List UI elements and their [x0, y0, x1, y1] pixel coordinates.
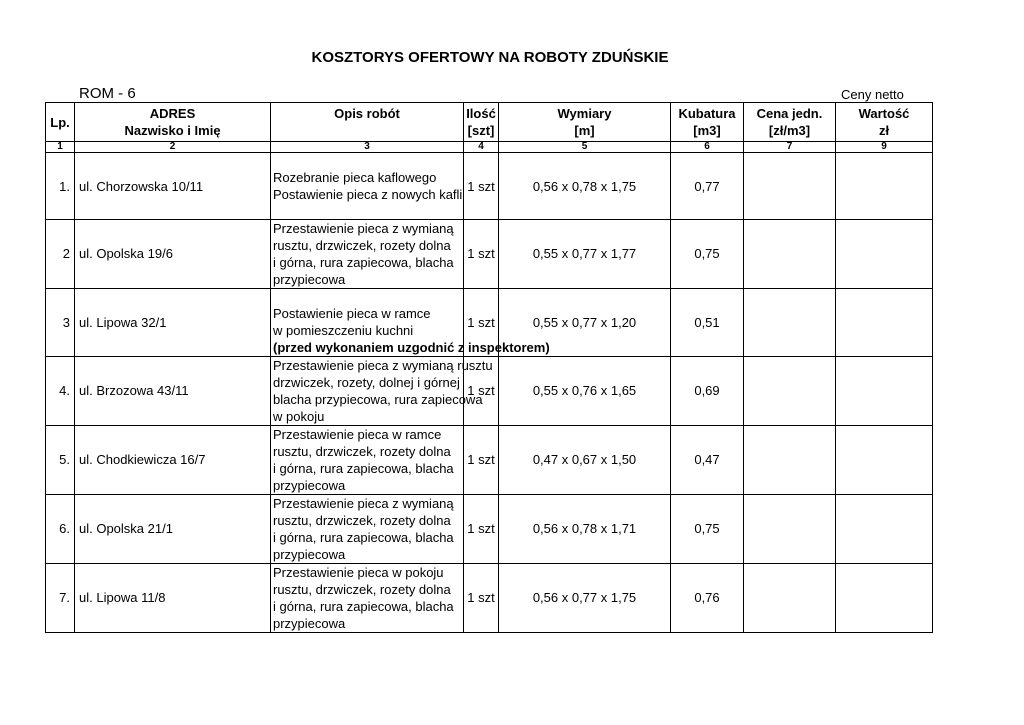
row-value	[836, 357, 933, 426]
row-value	[836, 564, 933, 633]
header-quantity: Ilość [szt]	[464, 103, 499, 142]
column-number-row	[46, 142, 933, 153]
row-volume: 0,51	[671, 289, 744, 357]
row-lp: 1.	[46, 153, 75, 220]
header-unit-price: Cena jedn. [zł/m3]	[744, 103, 836, 142]
row-unit-price	[744, 426, 836, 495]
row-quantity: 1 szt	[464, 357, 499, 426]
row-unit-price	[744, 220, 836, 289]
row-unit-price	[744, 564, 836, 633]
row-volume: 0,47	[671, 426, 744, 495]
row-dimensions: 0,56 x 0,78 x 1,75	[499, 153, 671, 220]
table-row	[46, 357, 933, 426]
header-value: Wartość zł	[836, 103, 933, 142]
row-unit-price	[744, 357, 836, 426]
row-dimensions: 0,56 x 0,77 x 1,75	[499, 564, 671, 633]
table-row	[46, 426, 933, 495]
row-lp: 2	[46, 220, 75, 289]
row-address: ul. Opolska 19/6	[75, 220, 271, 289]
row-dimensions: 0,56 x 0,78 x 1,71	[499, 495, 671, 564]
row-dimensions: 0,47 x 0,67 x 1,50	[499, 426, 671, 495]
row-value	[836, 426, 933, 495]
row-quantity: 1 szt	[464, 220, 499, 289]
row-address: ul. Lipowa 11/8	[75, 564, 271, 633]
column-number: 4	[464, 142, 499, 153]
row-lp: 3	[46, 289, 75, 357]
column-number: 9	[836, 142, 933, 153]
row-lp: 7.	[46, 564, 75, 633]
table-row	[46, 153, 933, 220]
document-title: KOSZTORYS OFERTOWY NA ROBOTY ZDUŃSKIE	[311, 49, 669, 66]
row-value	[836, 289, 933, 357]
row-description: Przestawienie pieca w ramce rusztu, drzwiczek, rozety dolna i górna, rura zapiecowa, blacha przypiecowa	[271, 426, 464, 495]
row-unit-price	[744, 289, 836, 357]
row-lp: 5.	[46, 426, 75, 495]
sheet-id: ROM - 6	[79, 85, 136, 102]
row-description: Postawienie pieca w ramce w pomieszczeniu kuchni (przed wykonaniem uzgodnić z inspektorem)	[271, 289, 464, 357]
header-row	[46, 103, 933, 142]
row-description: Przestawienie pieca z wymianą rusztu drzwiczek, rozety, dolnej i górnej blacha przypiecowa, rura zapiecowa w pokoju	[271, 357, 464, 426]
row-lp: 6.	[46, 495, 75, 564]
price-note: Ceny netto	[841, 87, 904, 102]
row-dimensions: 0,55 x 0,77 x 1,20	[499, 289, 671, 357]
row-quantity: 1 szt	[464, 495, 499, 564]
row-volume: 0,69	[671, 357, 744, 426]
row-description: Przestawienie pieca z wymianą rusztu, drzwiczek, rozety dolna i górna, rura zapiecowa, blacha przypiecowa	[271, 220, 464, 289]
row-quantity: 1 szt	[464, 289, 499, 357]
header-description: Opis robót	[271, 103, 464, 142]
row-value	[836, 495, 933, 564]
row-description: Przestawienie pieca z wymianą rusztu, drzwiczek, rozety dolna i górna, rura zapiecowa, blacha przypiecowa	[271, 495, 464, 564]
row-unit-price	[744, 153, 836, 220]
column-number: 2	[75, 142, 271, 153]
row-lp: 4.	[46, 357, 75, 426]
row-dimensions: 0,55 x 0,77 x 1,77	[499, 220, 671, 289]
column-number: 1	[46, 142, 75, 153]
row-address: ul. Opolska 21/1	[75, 495, 271, 564]
row-value	[836, 153, 933, 220]
row-volume: 0,75	[671, 495, 744, 564]
table-row	[46, 220, 933, 289]
cost-estimate-table	[45, 102, 933, 633]
row-description: Przestawienie pieca w pokoju rusztu, drzwiczek, rozety dolna i górna, rura zapiecowa, blacha przypiecowa	[271, 564, 464, 633]
column-number: 5	[499, 142, 671, 153]
table-row	[46, 495, 933, 564]
table-row	[46, 564, 933, 633]
row-value	[836, 220, 933, 289]
row-volume: 0,75	[671, 220, 744, 289]
row-dimensions: 0,55 x 0,76 x 1,65	[499, 357, 671, 426]
row-address: ul. Chodkiewicza 16/7	[75, 426, 271, 495]
row-volume: 0,77	[671, 153, 744, 220]
column-number: 6	[671, 142, 744, 153]
column-number: 3	[271, 142, 464, 153]
header-address: ADRES Nazwisko i Imię	[75, 103, 271, 142]
row-quantity: 1 szt	[464, 564, 499, 633]
row-address: ul. Brzozowa 43/11	[75, 357, 271, 426]
row-description: Rozebranie pieca kaflowego Postawienie pieca z nowych kafli	[271, 153, 464, 220]
row-unit-price	[744, 495, 836, 564]
row-address: ul. Chorzowska 10/11	[75, 153, 271, 220]
header-lp: Lp.	[46, 103, 75, 142]
row-volume: 0,76	[671, 564, 744, 633]
header-volume: Kubatura [m3]	[671, 103, 744, 142]
row-quantity: 1 szt	[464, 426, 499, 495]
column-number: 7	[744, 142, 836, 153]
table-row	[46, 289, 933, 357]
row-address: ul. Lipowa 32/1	[75, 289, 271, 357]
header-dimensions: Wymiary [m]	[499, 103, 671, 142]
row-quantity: 1 szt	[464, 153, 499, 220]
